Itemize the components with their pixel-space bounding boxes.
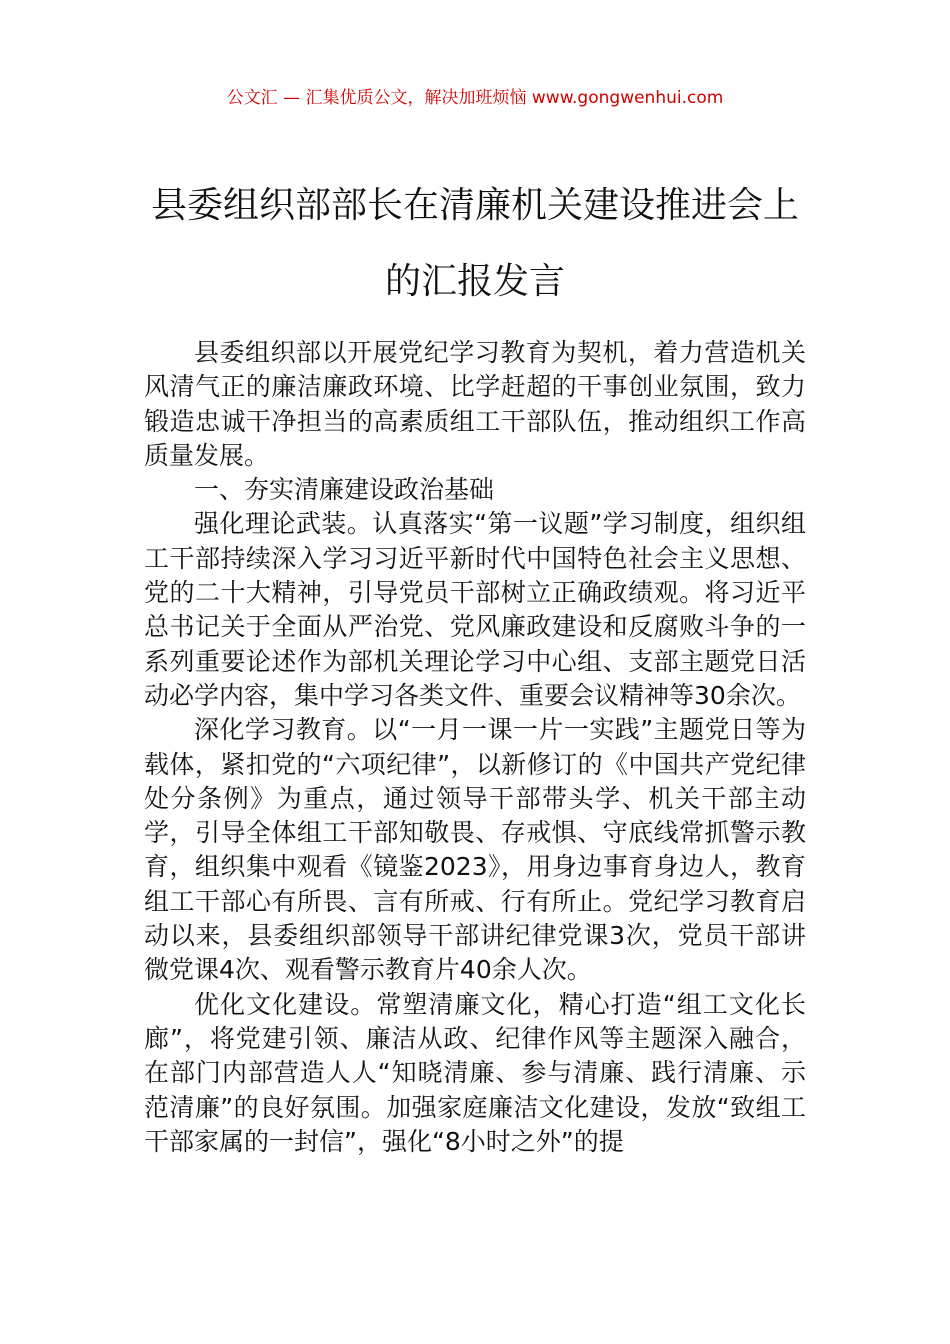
document-title — [120, 168, 830, 320]
section-heading-1: 一、夯实清廉建设政治基础 — [194, 475, 495, 505]
document-body — [144, 336, 806, 1159]
intro-paragraph: 县委组织部以开展党纪学习教育为契机，着力营造机关风清气正的廉洁廉政环境、比学赶超的干事创业氛围，致力锻造忠诚干净担当的高素质组工干部队伍，推动组织工作高质量发展。 — [144, 338, 806, 470]
paragraph-culture: 优化文化建设。常塑清廉文化，精心打造“组工文化长廊”，将党建引领、廉洁从政、纪律作风等主题深入融合，在部门内部营造人人“知晓清廉、参与清廉、践行清廉、示范清廉”的良好氛围。加强家庭廉洁文化建设，发放“致组工干部家属的一封信”，强化“8小时之外”的提 — [144, 989, 806, 1156]
paragraph-education: 深化学习教育。以“一月一课一片一实践”主题党日等为载体，紧扣党的“六项纪律”，以新修订的《中国共产党纪律处分条例》为重点，通过领导干部带头学、机关干部主动学，引导全体组工干部知敬畏、存戒惧、守底线常抓警示教育，组织集中观看《镜鉴2023》，用身边事育身边人，教育组工干部心有所畏、言有所戒、行有所止。党纪学习教育启动以来，县委组织部领导干部讲纪律党课3次，党员干部讲微党课4次、观看警示教育片40余人次。 — [144, 715, 806, 985]
title-line-1: 县委组织部部长在清廉机关建设推进会上 — [150, 185, 799, 226]
header-watermark: 公文汇 — 汇集优质公文，解决加班烦恼 www.gongwenhui.com — [226, 88, 724, 108]
paragraph-theory: 强化理论武装。认真落实“第一议题”学习制度，组织组工干部持续深入学习习近平新时代中国特色社会主义思想、党的二十大精神，引导党员干部树立正确政绩观。将习近平总书记关于全面从严治党、党风廉政建设和反腐败斗争的一系列重要论述作为部机关理论学习中心组、支部主题党日活动必学内容，集中学习各类文件、重要会议精神等30余次。 — [144, 509, 806, 710]
title-line-2: 的汇报发言 — [384, 261, 565, 302]
